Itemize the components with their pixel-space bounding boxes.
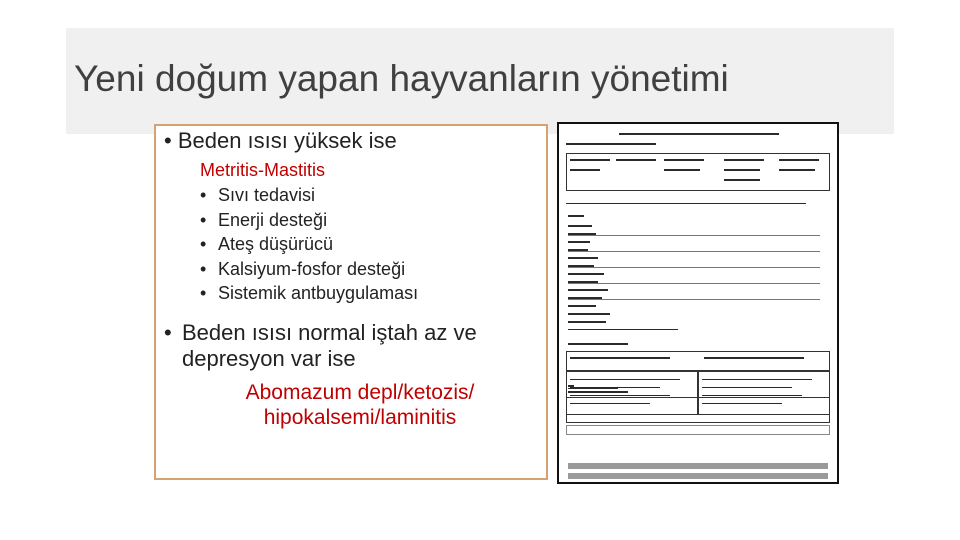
list-item: • Ateş düşürücü <box>200 234 334 254</box>
answer-line-2: hipokalsemi/laminitis <box>263 406 457 429</box>
bullet-text: Beden ısısı normal iştah az ve depresyon var ise <box>182 320 477 371</box>
list-item: • Sistemik antbuygulaması <box>200 283 419 303</box>
slide-title: Yeni doğum yapan hayvanların yönetimi <box>74 58 729 99</box>
list-item: • Sıvı tedavisi <box>200 185 316 205</box>
list-item: • Kalsiyum-fosfor desteği <box>200 258 406 279</box>
postpartum-form-image <box>557 122 839 484</box>
answer-line-1: Abomazum depl/ketozis/ <box>245 381 475 404</box>
list-item: • Enerji desteği <box>200 209 328 230</box>
sub-heading-metritis: Metritis-Mastitis <box>200 160 325 180</box>
form-content <box>564 129 832 477</box>
bullet-dot: • <box>164 128 178 153</box>
treatment-list <box>200 183 418 306</box>
bullet-high-temperature <box>164 128 397 154</box>
bullet-dot: • <box>164 320 172 345</box>
bullet-normal-temperature <box>164 320 534 372</box>
diagnosis-answer <box>200 380 520 430</box>
bullet-text: Beden ısısı yüksek ise <box>177 128 397 153</box>
